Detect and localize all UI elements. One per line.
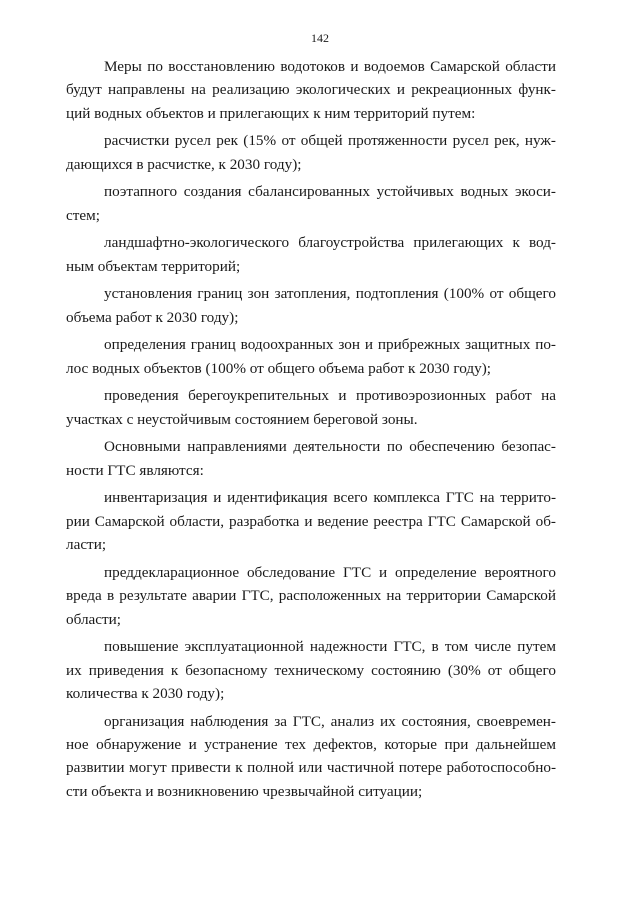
paragraph (66, 55, 556, 125)
text-line: Меры по восстановлению водотоков и водоемов Самарской области (104, 58, 556, 75)
text-line: сти объекта и возникновению чрезвычайной ситуации; (66, 782, 423, 800)
text-line: ным объектам территорий; (66, 257, 241, 275)
text-line: поэтапного создания сбалансированных устойчивых водных экоси- (104, 183, 556, 201)
text-line: участках с неустойчивым состоянием береговой зоны. (66, 410, 418, 428)
paragraph (66, 333, 556, 380)
text-line: расчистки русел рек (15% от общей протяженности русел рек, нуж- (104, 132, 556, 150)
paragraph (66, 384, 556, 431)
text-line: ласти; (66, 536, 107, 554)
text-line: ландшафтно-экологического благоустройства прилегающих к вод- (104, 234, 556, 252)
text-line: ности ГТС являются: (66, 461, 204, 479)
text-line: области; (66, 610, 121, 628)
text-line: преддекларационное обследование ГТС и определение вероятного (104, 563, 556, 581)
text-line: будут направлены на реализацию экологических и рекреационных функ- (66, 81, 556, 99)
text-line: лос водных объектов (100% от общего объема работ к 2030 году); (66, 359, 492, 377)
paragraph (66, 435, 556, 482)
text-line: инвентаризация и идентификация всего комплекса ГТС на террито- (104, 489, 556, 507)
paragraph (66, 180, 556, 227)
paragraph (66, 561, 556, 631)
text-line: их приведения к безопасному техническому состоянию (30% от общего (66, 661, 556, 679)
paragraph (66, 129, 556, 176)
text-line: дающихся в расчистке, к 2030 году); (66, 155, 302, 173)
text-line: объема работ к 2030 году); (66, 308, 239, 326)
text-line: организация наблюдения за ГТС, анализ их состояния, своевремен- (104, 712, 556, 730)
text-line: ций водных объектов и прилегающих к ним территорий путем: (66, 104, 476, 122)
page-number: 142 (311, 31, 329, 45)
paragraph (66, 486, 556, 556)
paragraph (66, 635, 556, 705)
text-line: вреда в результате аварии ГТС, расположенных на территории Самарской (66, 587, 556, 605)
text-line: проведения берегоукрепительных и противоэрозионных работ на (104, 387, 556, 405)
paragraph (66, 231, 556, 278)
text-line: ное обнаружение и устранение тех дефектов, которые при дальнейшем (66, 736, 556, 754)
paragraph (66, 710, 556, 804)
document-body (66, 55, 556, 803)
text-line: установления границ зон затопления, подтопления (100% от общего (104, 285, 556, 303)
text-line: определения границ водоохранных зон и прибрежных защитных по- (104, 336, 556, 354)
text-line: повышение эксплуатационной надежности ГТС, в том числе путем (104, 638, 556, 656)
text-line: Основными направлениями деятельности по обеспечению безопас- (104, 438, 556, 456)
text-line: количества к 2030 году); (66, 685, 225, 703)
text-line: рии Самарской области, разработка и ведение реестра ГТС Самарской об- (66, 512, 556, 530)
text-line: развитии могут привести к полной или частичной потере работоспособно- (66, 759, 556, 777)
paragraph (66, 282, 556, 329)
text-line: стем; (66, 206, 100, 224)
